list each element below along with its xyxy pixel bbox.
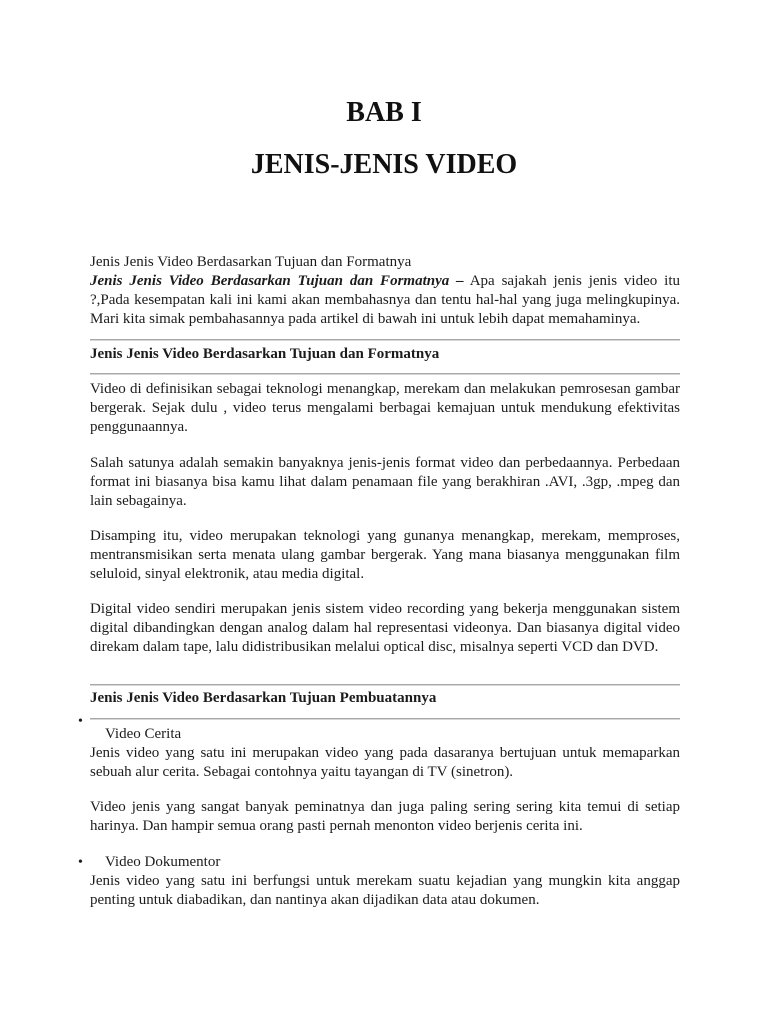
intro-text: Apa sajakah jenis jenis video itu ?,Pada kesempatan kali ini kami akan membahasnya dan tentu hal-hal yang juga melingkupinya. Mari kita simak pembahasannya pada artikel di bawah ini untuk lebih dapat memahaminya.: [90, 273, 680, 327]
paragraph: Disamping itu, video merupakan teknologi yang gunanya menangkap, merekam, memproses, mentransmisikan serta menata ulang gambar bergerak. Yang mana biasanya menggunakan film seluloid, sinyal elektronik, atau media digital.: [90, 528, 680, 582]
list-item-label: Video Cerita: [105, 726, 182, 742]
divider: [90, 339, 680, 341]
document-title: JENIS-JENIS VIDEO: [250, 149, 518, 180]
divider: [90, 373, 680, 375]
paragraph: Digital video sendiri merupakan jenis sistem video recording yang bekerja menggunakan sistem digital dibandingkan dengan analog dalam hal representasi videonya. Dan biasanya digital video direkam dalam tape, lalu didistribusikan melalui optical disc, misalnya seperti VCD dan DVD.: [90, 601, 680, 655]
paragraph: Video di definisikan sebagai teknologi menangkap, merekam dan melakukan pemrosesan gambar bergerak. Sejak dulu , video terus mengalami berbagai kemajuan untuk mendukung efektivitas penggunaannya.: [90, 381, 680, 435]
intro-paragraph: [90, 272, 680, 329]
paragraph: Video jenis yang sangat banyak peminatnya dan juga paling sering sering kita temui di setiap harinya. Dan hampir semua orang pasti pernah menonton video berjenis cerita ini.: [90, 799, 680, 834]
divider: [90, 718, 680, 720]
bullet-marker: •: [78, 714, 83, 729]
bullet-marker: •: [78, 855, 83, 870]
section-title: Jenis Jenis Video Berdasarkan Tujuan dan Formatnya: [90, 346, 440, 362]
divider: [90, 684, 680, 686]
intro-heading: Jenis Jenis Video Berdasarkan Tujuan dan Formatnya: [90, 254, 412, 270]
chapter-heading: BAB I: [346, 97, 422, 128]
paragraph: Jenis video yang satu ini merupakan video yang pada dasaranya bertujuan untuk memaparkan sebuah alur cerita. Sebagai contohnya yaitu tayangan di TV (sinetron).: [90, 745, 680, 780]
paragraph: Jenis video yang satu ini berfungsi untuk merekam suatu kejadian yang mungkin kita anggap penting untuk diabadikan, dan nantinya akan dijadikan data atau dokumen.: [90, 873, 680, 908]
list-item-label: Video Dokumentor: [105, 854, 221, 870]
section-title: Jenis Jenis Video Berdasarkan Tujuan Pembuatannya: [90, 690, 437, 706]
paragraph: Salah satunya adalah semakin banyaknya jenis-jenis format video dan perbedaannya. Perbedaan format ini biasanya bisa kamu lihat dalam penamaan file yang berakhiran .AVI, .3gp, .mpeg dan lain sebagainya.: [90, 455, 680, 509]
intro-lead: Jenis Jenis Video Berdasarkan Tujuan dan Formatnya –: [90, 273, 464, 289]
